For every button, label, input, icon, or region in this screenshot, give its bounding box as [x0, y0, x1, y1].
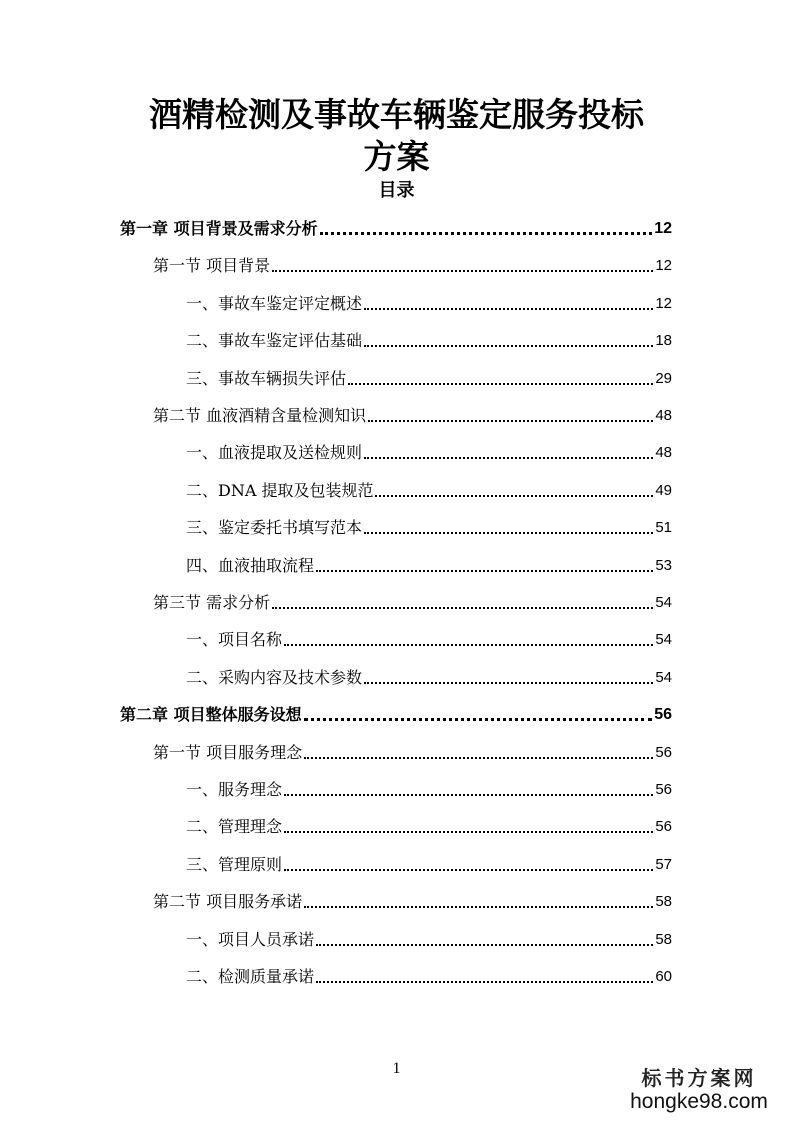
toc-dot-leader	[284, 831, 653, 833]
document-title	[0, 94, 793, 178]
toc-heading: 目录	[378, 180, 415, 201]
toc-dot-leader	[284, 869, 653, 871]
toc-entry-page: 60	[655, 968, 672, 985]
toc-entry-page: 12	[655, 294, 672, 312]
toc-dot-leader	[316, 944, 653, 946]
toc-dot-leader	[348, 383, 653, 385]
toc-entry[interactable]	[186, 364, 672, 390]
toc-entry[interactable]	[153, 588, 672, 614]
toc-dot-leader	[304, 718, 653, 721]
toc-dot-leader	[364, 682, 653, 684]
toc-entry[interactable]	[186, 476, 672, 502]
toc-entry-label: 三、鉴定委托书填写范本	[186, 518, 363, 538]
toc-dot-leader	[320, 232, 653, 235]
toc-entry-label: 第二节 项目服务承诺	[153, 892, 303, 912]
toc-entry-page: 58	[655, 930, 672, 948]
page-number: 1	[392, 1060, 401, 1077]
toc-dot-leader	[364, 532, 653, 534]
toc-entry[interactable]	[186, 775, 672, 801]
toc-entry[interactable]	[186, 551, 672, 577]
toc-entry[interactable]	[186, 850, 672, 876]
toc-dot-leader	[375, 495, 653, 497]
toc-dot-leader	[284, 794, 653, 796]
toc-entry-label: 第一节 项目背景	[153, 256, 271, 276]
toc-entry-label: 三、管理原则	[186, 854, 283, 874]
watermark-logo	[619, 1068, 779, 1112]
toc-entry-page: 58	[655, 893, 672, 911]
toc-entry[interactable]	[186, 663, 672, 689]
toc-dot-leader	[272, 270, 653, 272]
document-title-line2: 方案	[363, 137, 430, 176]
toc-entry-label: 一、血液提取及送检规则	[186, 443, 363, 463]
toc-entry-page: 49	[655, 481, 672, 499]
toc-entry-label: 二、DNA 提取及包装规范	[186, 480, 374, 500]
toc-entry[interactable]	[186, 326, 672, 352]
toc-entry-page: 56	[655, 781, 672, 798]
toc-entry-page: 12	[655, 257, 672, 275]
toc-entry-label: 二、事故车鉴定评估基础	[186, 331, 363, 351]
toc-entry-label: 二、管理理念	[186, 817, 283, 837]
toc-entry-page: 29	[655, 369, 672, 387]
toc-entry-page: 56	[655, 743, 672, 761]
toc-entry-page: 57	[655, 855, 672, 873]
toc-entry[interactable]	[186, 925, 672, 951]
toc-entry-label: 第二章 项目整体服务设想	[120, 705, 302, 725]
toc-entry[interactable]	[120, 700, 672, 726]
toc-entry-label: 四、血液抽取流程	[186, 555, 315, 575]
toc-entry-page: 51	[655, 519, 672, 537]
toc-entry-label: 二、采购内容及技术参数	[186, 667, 363, 687]
toc-entry-page: 54	[655, 668, 672, 686]
toc-entry[interactable]	[186, 438, 672, 464]
toc-dot-leader	[284, 644, 653, 646]
toc-entry-label: 一、事故车鉴定评定概述	[186, 293, 363, 313]
document-title-line1: 酒精检测及事故车辆鉴定服务投标	[149, 95, 644, 134]
toc-entry-page: 54	[655, 594, 672, 611]
toc-entry-page: 18	[655, 332, 672, 350]
toc-entry[interactable]	[186, 962, 672, 988]
toc-dot-leader	[364, 457, 653, 459]
toc-entry[interactable]	[153, 738, 672, 764]
toc-entry-label: 第二节 血液酒精含量检测知识	[153, 406, 367, 425]
toc-entry[interactable]	[186, 513, 672, 539]
toc-entry[interactable]	[153, 251, 672, 277]
toc-entry-page: 12	[654, 220, 672, 237]
toc-entry-label: 一、服务理念	[186, 780, 283, 799]
toc-entry-label: 一、项目人员承诺	[186, 929, 315, 949]
toc-dot-leader	[316, 981, 653, 983]
toc-entry-label: 第一节 项目服务理念	[153, 742, 303, 762]
toc-entry[interactable]	[153, 887, 672, 913]
watermark-brand: 标书方案网	[641, 1066, 757, 1090]
toc-entry[interactable]	[186, 289, 672, 315]
toc-entry-page: 48	[655, 444, 672, 462]
toc-entry-label: 第一章 项目背景及需求分析	[120, 219, 318, 238]
toc-dot-leader	[368, 420, 653, 422]
toc-entry-label: 一、项目名称	[186, 630, 283, 650]
toc-dot-leader	[272, 607, 653, 609]
toc-dot-leader	[316, 570, 653, 572]
toc-dot-leader	[304, 906, 653, 908]
toc-entry[interactable]	[120, 214, 672, 240]
toc-dot-leader	[364, 345, 653, 347]
toc-entry-page: 53	[655, 556, 672, 574]
toc-entry-page: 48	[655, 407, 672, 424]
toc-entry-label: 第三节 需求分析	[153, 593, 271, 612]
toc-entry[interactable]	[186, 625, 672, 651]
toc-entry-page: 56	[654, 706, 672, 724]
toc-dot-leader	[304, 757, 653, 759]
toc-entry[interactable]	[153, 401, 672, 427]
toc-entry-label: 二、检测质量承诺	[186, 967, 315, 986]
toc-entry[interactable]	[186, 812, 672, 838]
watermark-url: hongke98.com	[630, 1090, 768, 1113]
toc-entry-page: 54	[655, 631, 672, 649]
toc-entry-label: 三、事故车辆损失评估	[186, 368, 347, 388]
toc-entry-page: 56	[655, 818, 672, 836]
toc-dot-leader	[364, 308, 653, 310]
